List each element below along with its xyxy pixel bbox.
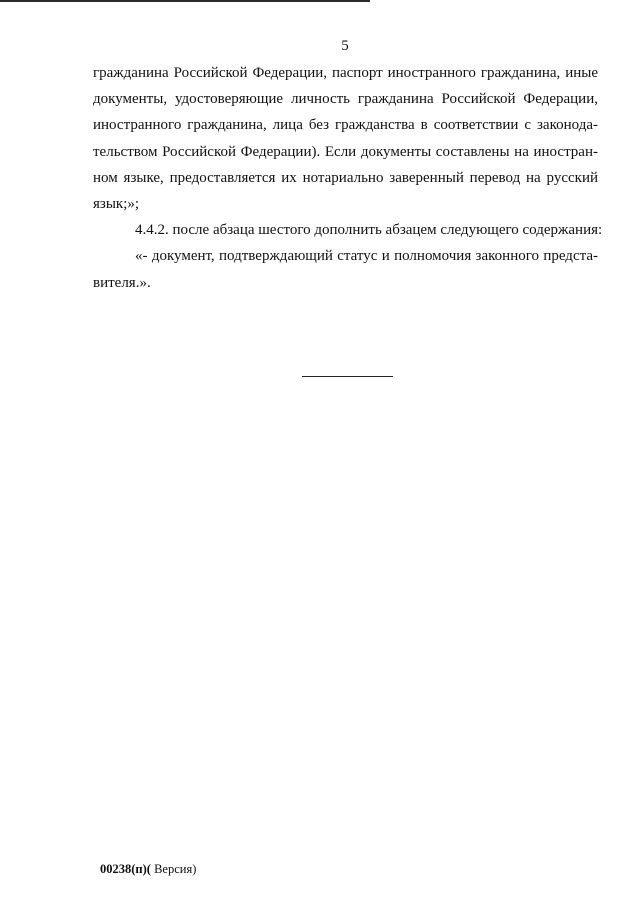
body-line: гражданина Российской Федерации, паспорт иностранного гражданина, иные — [93, 65, 598, 81]
body-line: ном языке, предоставляется их нотариально заверенный перевод на русский — [93, 169, 598, 186]
page-number: 5 — [341, 38, 349, 54]
body-line: документы, удостоверяющие личность гражданина Российской Федерации, — [93, 91, 598, 108]
body-line: иностранного гражданина, лица без гражданства в соответствии с законода- — [93, 117, 598, 134]
body-line: вителя.». — [93, 274, 151, 291]
scan-edge — [0, 0, 370, 2]
body-line: тельством Российской Федерации). Если документы составлены на иностран- — [93, 143, 598, 160]
body-line: 4.4.2. после абзаца шестого дополнить абзацем следующего содержания: — [135, 222, 603, 239]
footer-document-code — [100, 862, 196, 877]
body-line: «- документ, подтверждающий статус и полномочия законного предста- — [135, 248, 598, 265]
document-body — [93, 60, 603, 296]
body-line: язык;»; — [93, 196, 140, 213]
separator-rule — [302, 376, 393, 377]
footer-code: 00238(п)( — [100, 862, 151, 876]
footer-version-label: Версия) — [150, 862, 197, 876]
